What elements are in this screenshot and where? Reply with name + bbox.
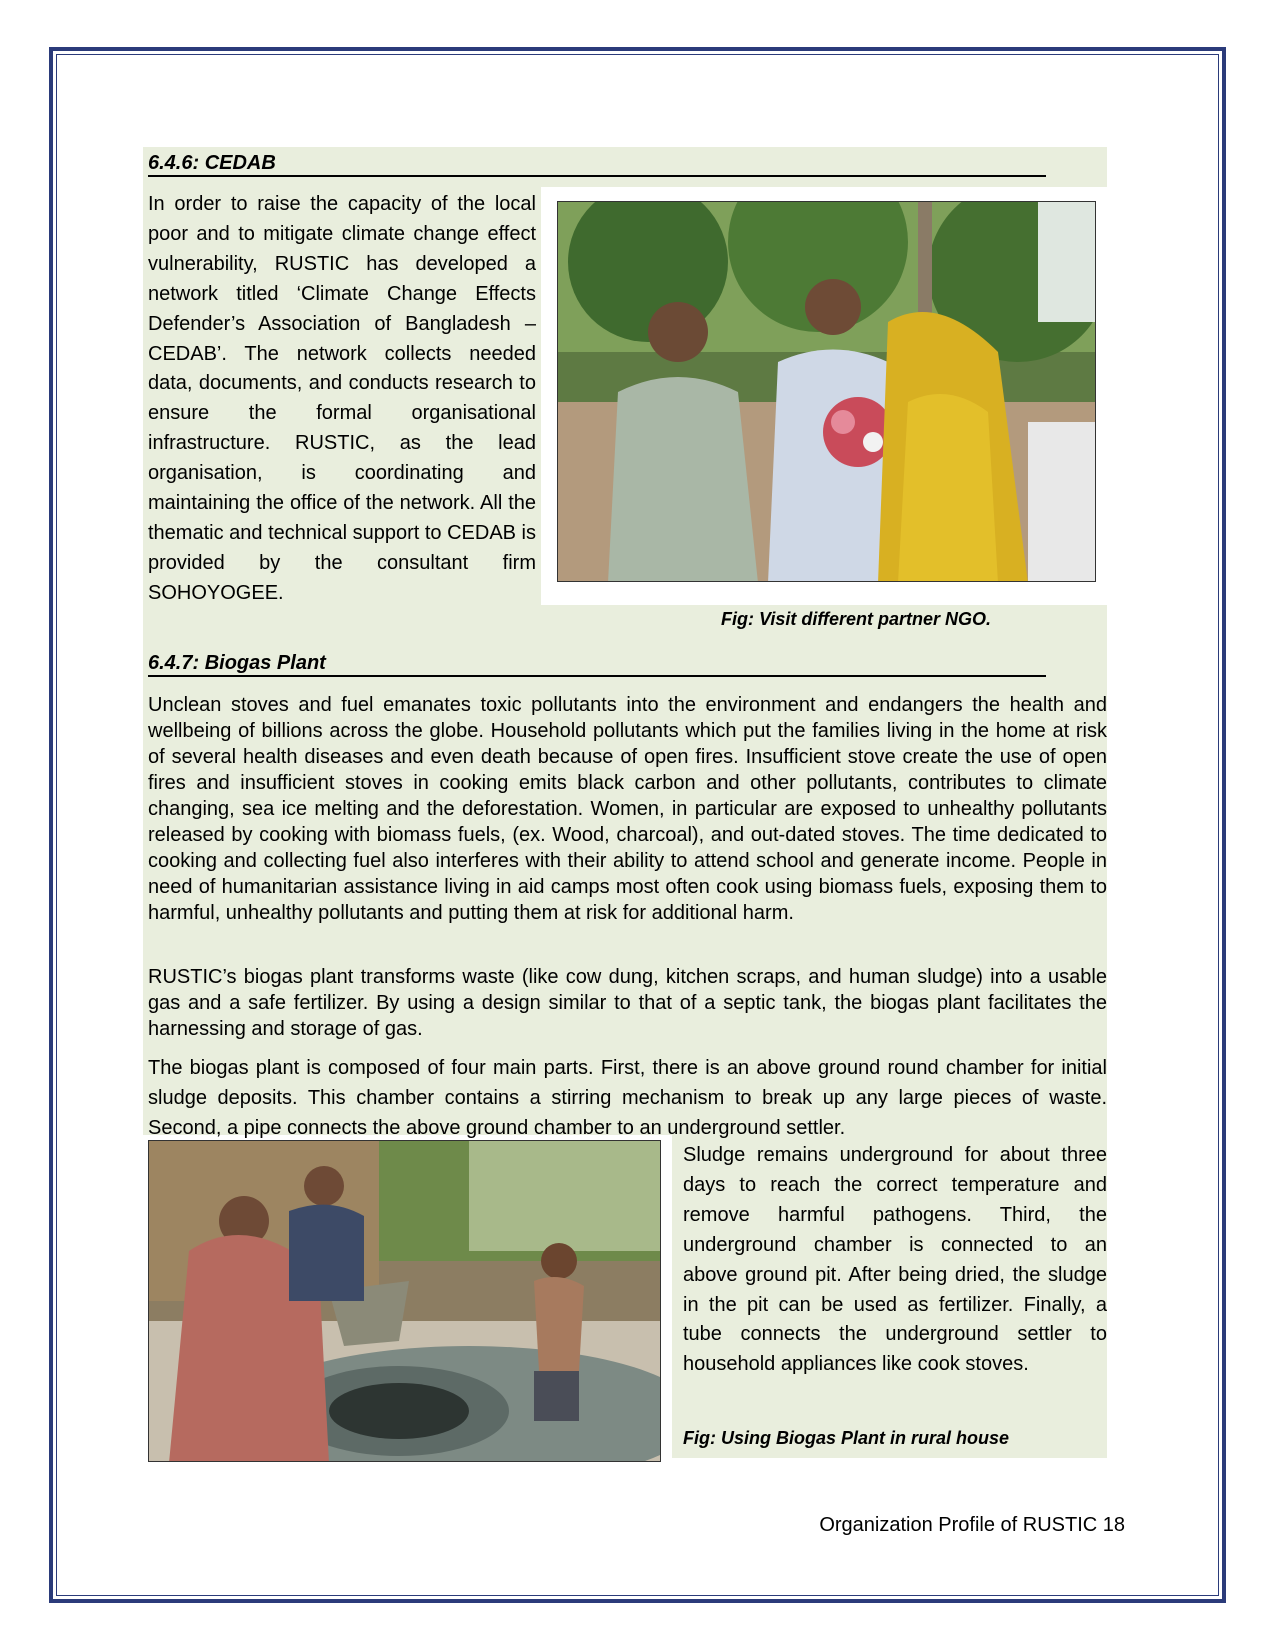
section-heading-cedab-text: 6.4.6: CEDAB [148, 152, 276, 174]
photo-biogas-plant [148, 1140, 661, 1462]
photo-biogas-plant-illustration [149, 1141, 661, 1462]
section-heading-biogas-text: 6.4.7: Biogas Plant [148, 652, 326, 674]
cedab-paragraph: In order to raise the capacity of the local poor and to mitigate climate change effect vulnerability, RUSTIC has developed a network titled ‘Climate Change Effects Defender’s Association of Bangladesh – CEDAB’. The network collects needed data, documents, and conducts research to ensure the formal organisational infrastructure. RUSTIC, as the lead organisation, is coordinating and maintaining the office of the network. All the thematic and technical support to CEDAB is provided by the consultant firm SOHOYOGEE. [148, 193, 536, 604]
page-footer: Organization Profile of RUSTIC 18 [819, 1514, 1125, 1536]
biogas-paragraph-1: Unclean stoves and fuel emanates toxic pollutants into the environment and endangers the health and wellbeing of billions across the globe. Household pollutants which put the families living in the home at risk of several health diseases and even death because of open fires. Insufficient stove create the use of open fires and insufficient stoves in cooking emits black carbon and other pollutants, contributes to climate changing, sea ice melting and the deforestation. Women, in particular are exposed to unhealthy pollutants released by cooking with biomass fuels, (ex. Wood, charcoal), and out-dated stoves. The time dedicated to cooking and collecting fuel also interferes with their ability to attend school and generate income. People in need of humanitarian assistance living in aid camps most often cook using biomass fuels, exposing them to harmful, unhealthy pollutants and putting them at risk for additional harm. [148, 694, 1107, 924]
section-heading-biogas [148, 651, 1046, 677]
photo-partner-ngo-visit-illustration [558, 202, 1096, 582]
biogas-paragraph-3: The biogas plant is composed of four main parts. First, there is an above ground round chamber for initial sludge deposits. This chamber contains a stirring mechanism to break up any large pieces of waste. Second, a pipe connects the above ground chamber to an underground settler. [148, 1057, 1107, 1139]
figure-caption-biogas: Fig: Using Biogas Plant in rural house [683, 1428, 1010, 1448]
biogas-paragraph-2: RUSTIC’s biogas plant transforms waste (like cow dung, kitchen scraps, and human sludge) into a usable gas and a safe fertilizer. By using a design similar to that of a septic tank, the biogas plant facilitates the harnessing and storage of gas. [148, 966, 1107, 1040]
biogas-paragraph-4: Sludge remains underground for about three days to reach the correct temperature and remove harmful pathogens. Third, the underground chamber is connected to an above ground pit. After being dried, the sludge in the pit can be used as fertilizer. Finally, a tube connects the underground settler to household appliances like cook stoves. [683, 1144, 1107, 1376]
photo-partner-ngo-visit [557, 201, 1096, 582]
figure-caption-partner-ngo: Fig: Visit different partner NGO. [721, 609, 992, 629]
section-heading-cedab [148, 151, 1046, 177]
